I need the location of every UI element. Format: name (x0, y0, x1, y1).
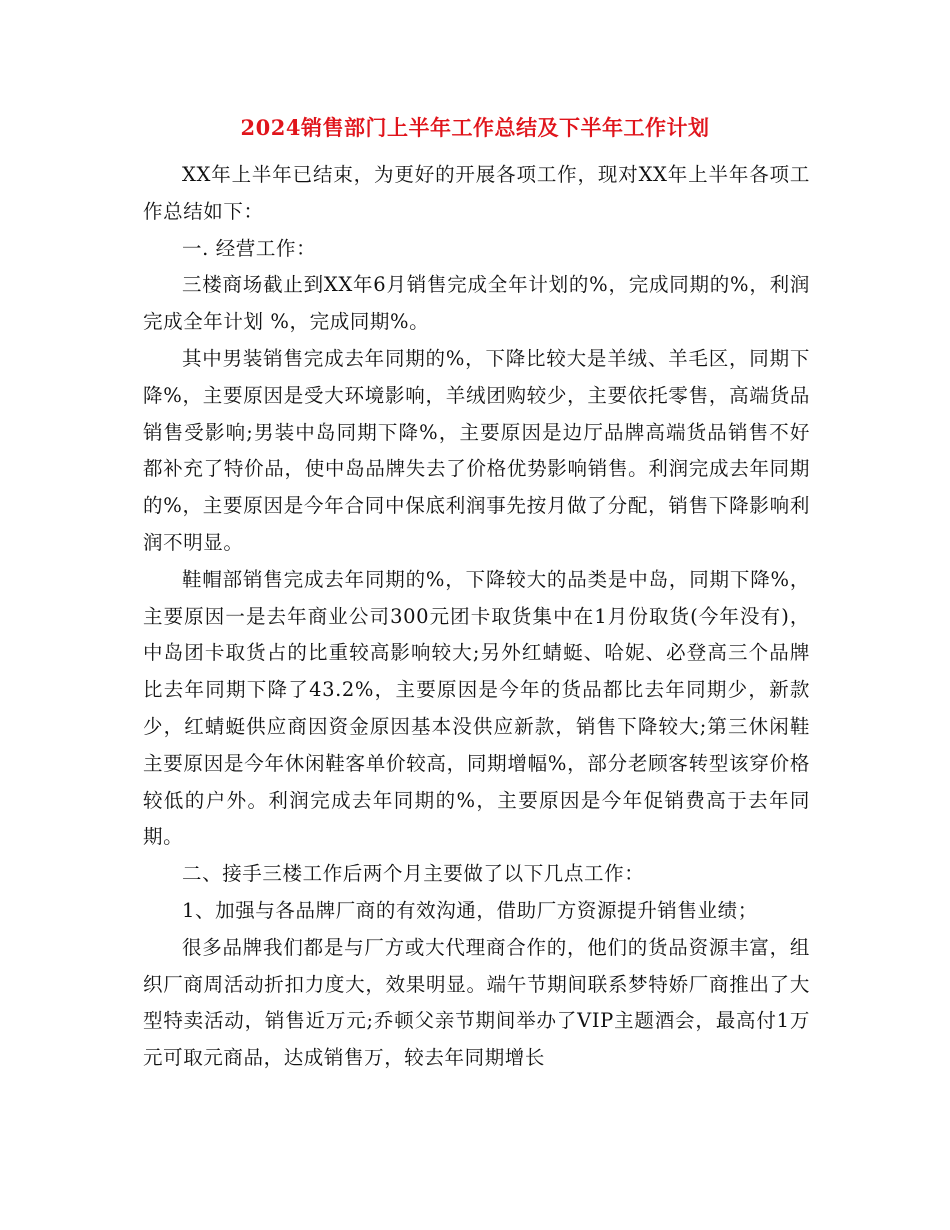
paragraph-menswear: 其中男装销售完成去年同期的%，下降比较大是羊绒、羊毛区，同期下降%，主要原因是受大环境影响，羊绒团购较少，主要依托零售，高端货品销售受影响;男装中岛同期下降%，主要原因是边厅品牌高端货品销售不好都补充了特价品，使中岛品牌失去了价格优势影响销售。利润完成去年同期的%，主要原因是今年合同中保底利润事先按月做了分配，销售下降影响利润不明显。 (143, 346, 810, 554)
paragraph-intro: XX年上半年已结束，为更好的开展各项工作，现对XX年上半年各项工作总结如下： (143, 163, 810, 223)
paragraph-heading-operations: 一. 经营工作： (182, 236, 317, 260)
paragraph-item-1: 1、加强与各品牌厂商的有效沟通，借助厂方资源提升销售业绩； (182, 898, 758, 922)
paragraph-brands: 很多品牌我们都是与厂方或大代理商合作的，他们的货品资源丰富，组织厂商周活动折扣力度大，效果明显。端午节期间联系梦特娇厂商推出了大型特卖活动，销售近万元;乔顿父亲节期间举办了VIP主题酒会，最高付1万元可取元商品，达成销售万，较去年同期增长 (143, 935, 810, 1070)
paragraph-sales-summary: 三楼商场截止到XX年6月销售完成全年计划的%，完成同期的%，利润完成全年计划 %，完成同期%。 (143, 273, 810, 334)
document-title: 2024销售部门上半年工作总结及下半年工作计划 (240, 115, 710, 140)
document-body (143, 157, 810, 1077)
paragraph-heading-work: 二、接手三楼工作后两个月主要做了以下几点工作： (182, 862, 645, 886)
paragraph-shoes-hats: 鞋帽部销售完成去年同期的%，下降较大的品类是中岛，同期下降%，主要原因一是去年商业公司300元团卡取货集中在1月份取货(今年没有)，中岛团卡取货占的比重较高影响较大;另外红蜻蜓、哈妮、必登高三个品牌比去年同期下降了43.2%，主要原因是今年的货品都比去年同期少，新款少，红蜻蜓供应商因资金原因基本没供应新款，销售下降较大;第三休闲鞋主要原因是今年休闲鞋客单价较高，同期增幅%，部分老顾客转型该穿价格较低的户外。利润完成去年同期的%，主要原因是今年促销费高于去年同期。 (143, 567, 810, 849)
